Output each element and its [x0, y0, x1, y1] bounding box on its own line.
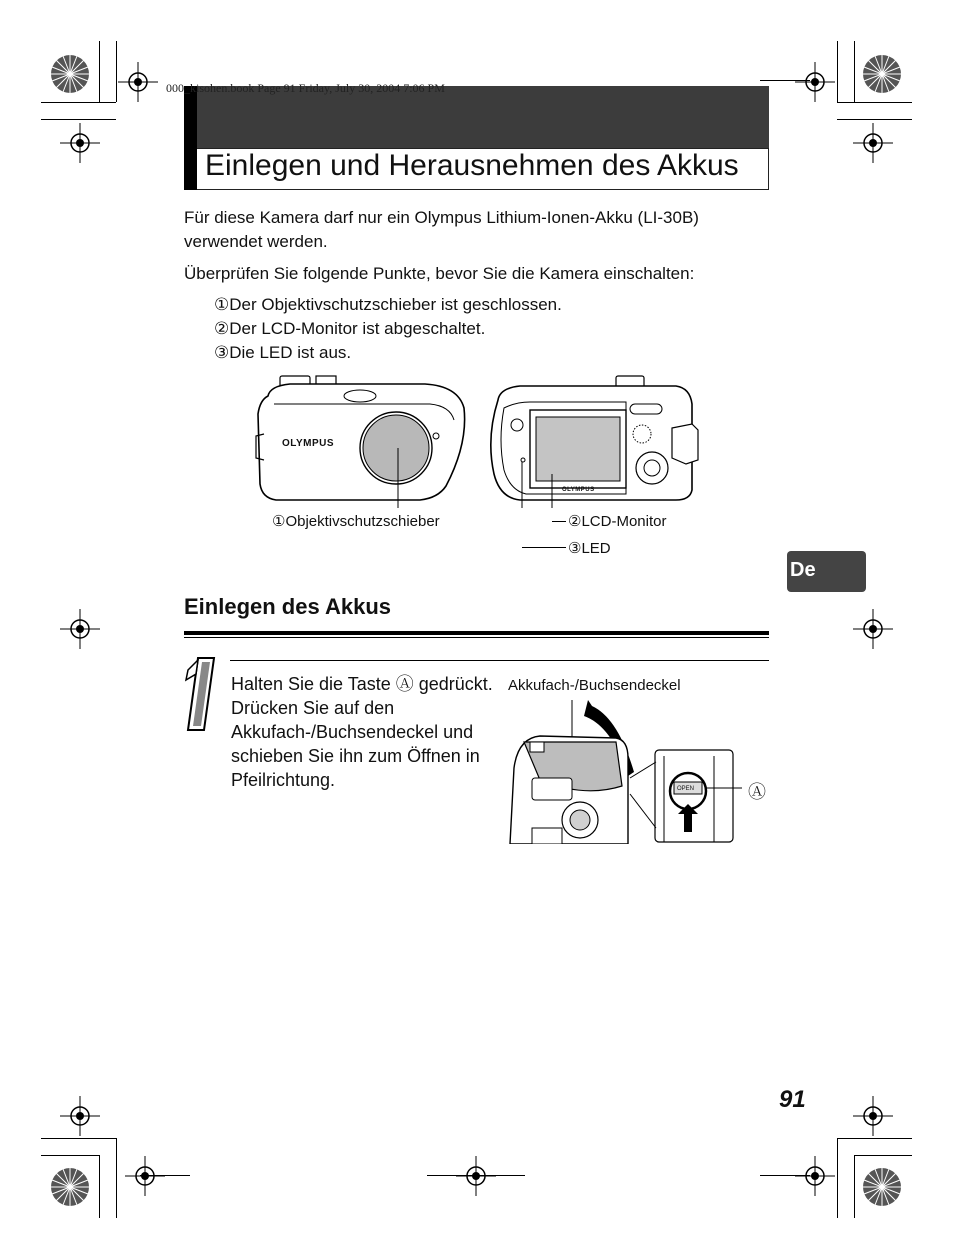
check-item: ②Der LCD-Monitor ist abgeschaltet. — [214, 319, 486, 338]
label-lens-cover: ①Objektivschutzschieber — [272, 513, 440, 530]
page-number: 91 — [779, 1086, 806, 1113]
crosshair-icon — [125, 1156, 165, 1196]
step-number-graphic — [184, 656, 220, 732]
label-led: ③LED — [568, 540, 611, 557]
section-rule-thin — [184, 637, 769, 638]
label-battery-cover: Akkufach-/Buchsendeckel — [508, 677, 681, 694]
crosshair-icon — [795, 62, 835, 102]
crosshair-icon — [853, 123, 893, 163]
leader-line — [552, 521, 566, 522]
crosshair-icon — [456, 1156, 496, 1196]
step-rule — [230, 660, 769, 661]
language-tab: De — [787, 551, 866, 592]
crosshair-icon — [795, 1156, 835, 1196]
page-title: Einlegen und Herausnehmen des Akkus — [205, 149, 739, 182]
camera-back-illustration — [486, 374, 706, 508]
registration-target-icon — [48, 1165, 92, 1209]
open-label: OPEN — [677, 786, 695, 792]
section-title: Einlegen des Akkus — [184, 594, 392, 619]
registration-target-icon — [48, 52, 92, 96]
section-rule — [184, 631, 769, 635]
file-slug: 000_kisohen.book Page 91 Friday, July 30, 2004 7:06 PM — [166, 81, 445, 95]
intro-paragraph-2: Überprüfen Sie folgende Punkte, bevor Sie die Kamera einschalten: — [184, 264, 695, 283]
battery-cover-illustration — [504, 698, 744, 844]
button-marker-a: Ⓐ — [748, 782, 766, 802]
registration-target-icon — [860, 52, 904, 96]
camera-front-brand: OLYMPUS — [282, 438, 335, 449]
registration-target-icon — [860, 1165, 904, 1209]
crosshair-icon — [853, 1096, 893, 1136]
title-accent-bar — [184, 86, 197, 190]
label-lcd-monitor: ②LCD-Monitor — [568, 513, 667, 530]
camera-back-brand: OLYMPUS — [562, 487, 595, 493]
leader-line — [522, 547, 566, 548]
check-item: ③Die LED ist aus. — [214, 343, 352, 362]
crosshair-icon — [60, 123, 100, 163]
intro-paragraph-1: Für diese Kamera darf nur ein Olympus Lithium-Ionen-Akku (LI-30B) verwendet werden. — [184, 208, 699, 251]
crosshair-icon — [853, 609, 893, 649]
check-item: ①Der Objektivschutzschieber ist geschlossen. — [214, 295, 562, 314]
crosshair-icon — [60, 1096, 100, 1136]
step-1-text: Halten Sie die Taste Ⓐ gedrückt. Drücken Sie auf den Akkufach-/Buchsendeckel und schieben Sie ihn zum Öffnen in Pfeilrichtung. — [231, 674, 493, 790]
crosshair-icon — [118, 62, 158, 102]
crosshair-icon — [60, 609, 100, 649]
